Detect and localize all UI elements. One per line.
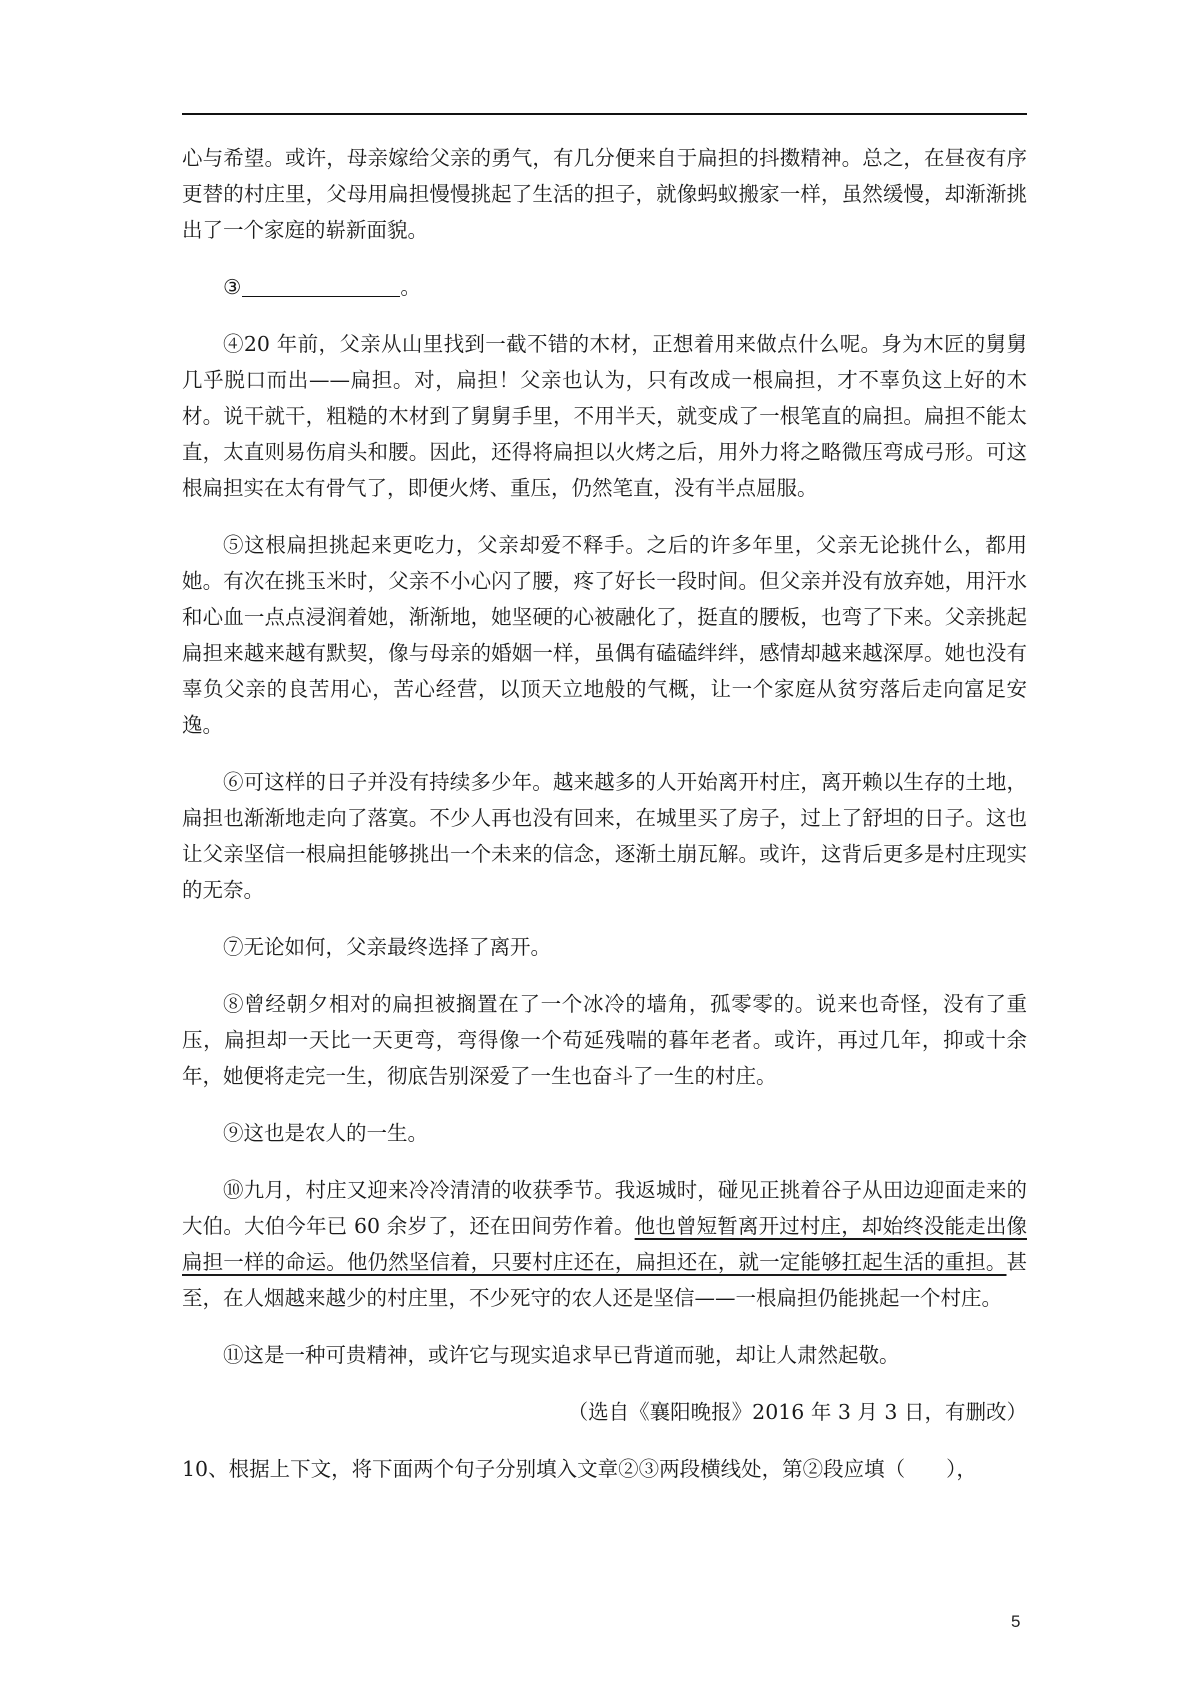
header-rule xyxy=(182,113,1027,115)
paragraph-4: ④20 年前，父亲从山里找到一截不错的木材，正想着用来做点什么呢。身为木匠的舅舅几乎脱口而出——扁担。对，扁担！父亲也认为，只有改成一根扁担，才不辜负这上好的木材。说干就干，粗糙的木材到了舅舅手里，不用半天，就变成了一根笔直的扁担。扁担不能太直，太直则易伤肩头和腰。因此，还得将扁担以火烤之后，用外力将之略微压弯成弓形。可这根扁担实在太有骨气了，即便火烤、重压，仍然笔直，没有半点屈服。 xyxy=(182,332,1027,500)
question-10: 10、根据上下文，将下面两个句子分别填入文章②③两段横线处，第②段应填（ ）， xyxy=(182,1457,977,1481)
paragraph-11: ⑪这是一种可贵精神，或许它与现实追求早已背道而驰，却让人肃然起敬。 xyxy=(223,1343,900,1367)
article-body xyxy=(182,140,1027,1508)
paragraph-8: ⑧曾经朝夕相对的扁担被搁置在了一个冰冷的墙角，孤零零的。说来也奇怪，没有了重压，扁担却一天比一天更弯，弯得像一个苟延残喘的暮年老者。或许，再过几年，抑或十余年，她便将走完一生，彻底告别深爱了一生也奋斗了一生的村庄。 xyxy=(182,992,1027,1088)
paragraph-10-end: 甚至，在人烟越来越少的村庄里，不少死守的农人还是坚信——一根扁担仍能挑起一个村庄。 xyxy=(182,1250,1027,1310)
paragraph-number: ③ xyxy=(223,275,242,299)
paragraph-9: ⑨这也是农人的一生。 xyxy=(223,1121,428,1145)
paragraph-3-blank xyxy=(182,269,1027,305)
paragraph-2-continued: 心与希望。或许，母亲嫁给父亲的勇气，有几分便来自于扁担的抖擞精神。总之，在昼夜有序更替的村庄里，父母用扁担慢慢挑起了生活的担子，就像蚂蚁搬家一样，虽然缓慢，却渐渐挑出了一个家庭的崭新面貌。 xyxy=(182,146,1027,242)
fill-in-blank[interactable] xyxy=(242,270,400,297)
page-number: 5 xyxy=(1011,1612,1021,1631)
paragraph-10 xyxy=(182,1172,1027,1316)
underlined-sentence: 他也曾短暂离开过村庄，却始终没能走出像扁担一样的命运。他仍然坚信着，只要村庄还在，扁担还在，就一定能够扛起生活的重担。 xyxy=(182,1214,1027,1274)
blank-period: 。 xyxy=(400,275,421,299)
paragraph-6: ⑥可这样的日子并没有持续多少年。越来越多的人开始离开村庄，离开赖以生存的土地，扁担也渐渐地走向了落寞。不少人再也没有回来，在城里买了房子，过上了舒坦的日子。这也让父亲坚信一根扁担能够挑出一个未来的信念，逐渐土崩瓦解。或许，这背后更多是村庄现实的无奈。 xyxy=(182,770,1027,902)
paragraph-10-start: ⑩九月，村庄又迎来冷冷清清的收获季节。我返城时，碰见正挑着谷子从田边迎面走来的大伯。大伯今年已 60 余岁了，还在田间劳作着。 xyxy=(182,1178,1027,1238)
source-citation: （选自《襄阳晚报》2016 年 3 月 3 日，有删改） xyxy=(567,1400,1027,1424)
paragraph-7: ⑦无论如何，父亲最终选择了离开。 xyxy=(223,935,551,959)
paragraph-5: ⑤这根扁担挑起来更吃力，父亲却爱不释手。之后的许多年里，父亲无论挑什么，都用她。有次在挑玉米时，父亲不小心闪了腰，疼了好长一段时间。但父亲并没有放弃她，用汗水和心血一点点浸润着她，渐渐地，她坚硬的心被融化了，挺直的腰板，也弯了下来。父亲挑起扁担来越来越有默契，像与母亲的婚姻一样，虽偶有磕磕绊绊，感情却越来越深厚。她也没有辜负父亲的良苦用心，苦心经营，以顶天立地般的气概，让一个家庭从贫穷落后走向富足安逸。 xyxy=(182,533,1027,737)
